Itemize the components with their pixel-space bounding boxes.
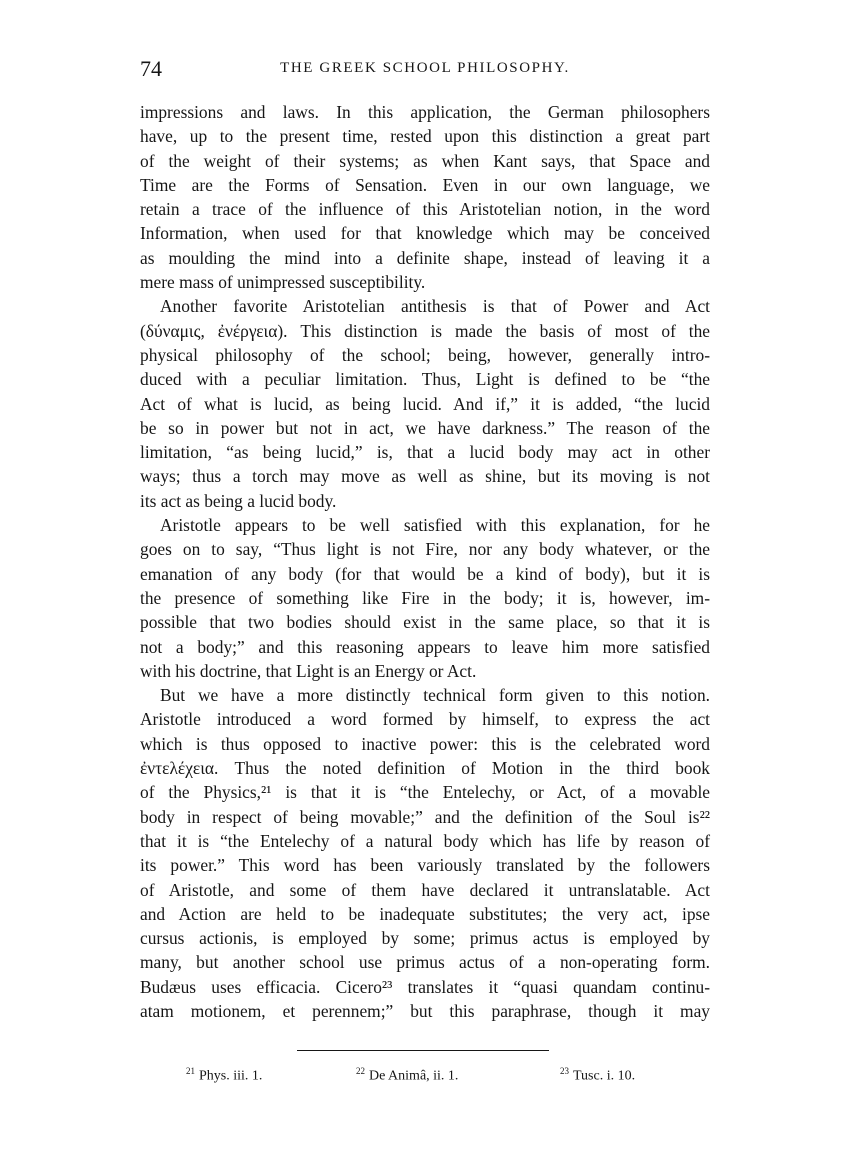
body-line: emanation of any body (for that would be a kind of body), but it is	[140, 563, 710, 584]
footnote-22	[356, 1066, 458, 1085]
body-line: Budæus uses efficacia. Cicero²³ translates it “quasi quandam continu-	[140, 976, 710, 997]
footnote-21	[186, 1066, 262, 1085]
body-line: which is thus opposed to inactive power: this is the celebrated word	[140, 733, 710, 754]
body-text	[140, 100, 710, 1023]
body-line: Aristotle introduced a word formed by himself, to express the act	[140, 709, 710, 730]
body-line: that it is “the Entelechy of a natural body which has life by reason of	[140, 830, 710, 851]
body-line: Information, when used for that knowledge which may be conceived	[140, 223, 710, 244]
body-line: Time are the Forms of Sensation. Even in our own language, we	[140, 174, 710, 195]
body-line: Act of what is lucid, as being lucid. And if,” it is added, “the lucid	[140, 393, 710, 414]
footnote-23	[560, 1066, 635, 1085]
footnote-marker: 23	[560, 1066, 569, 1076]
body-line: its act as being a lucid body.	[140, 490, 337, 511]
body-line: limitation, “as being lucid,” is, that a lucid body may act in other	[140, 442, 710, 463]
footnote-rule	[297, 1050, 549, 1051]
body-line: and Action are held to be inadequate substitutes; the very act, ipse	[140, 903, 710, 924]
footnote-text: Phys. iii. 1.	[199, 1068, 263, 1084]
footnote-marker: 21	[186, 1066, 195, 1076]
body-line: Another favorite Aristotelian antithesis is that of Power and Act	[160, 296, 710, 317]
body-line: (δύναμις, ἐνέργεια). This distinction is made the basis of most of the	[140, 320, 710, 341]
body-line: retain a trace of the influence of this Aristotelian notion, in the word	[140, 199, 710, 220]
body-line: have, up to the present time, rested upon this distinction a great part	[140, 126, 710, 147]
body-line: ἐντελέχεια. Thus the noted definition of Motion in the third book	[140, 758, 710, 779]
body-line: mere mass of unimpressed susceptibility.	[140, 272, 426, 293]
body-line: impressions and laws. In this application, the German philosophers	[140, 102, 710, 122]
footnote-text: Tusc. i. 10.	[573, 1068, 636, 1084]
body-line: But we have a more distinctly technical form given to this notion.	[160, 685, 710, 706]
body-line: of Aristotle, and some of them have declared it untranslatable. Act	[140, 879, 710, 900]
body-line: of the weight of their systems; as when Kant says, that Space and	[140, 150, 710, 171]
body-line: be so in power but not in act, we have darkness.” The reason of the	[140, 417, 710, 438]
body-line: the presence of something like Fire in the body; it is, however, im-	[140, 587, 710, 608]
body-line: many, but another school use primus actus of a non-operating form.	[140, 952, 710, 973]
body-line: physical philosophy of the school; being, however, generally intro-	[140, 344, 710, 365]
body-line: atam motionem, et perennem;” but this paraphrase, though it may	[140, 1000, 710, 1021]
body-line: goes on to say, “Thus light is not Fire, nor any body whatever, or the	[140, 539, 710, 560]
footnote-text: De Animâ, ii. 1.	[369, 1068, 459, 1084]
footnote-marker: 22	[356, 1066, 365, 1076]
body-line: duced with a peculiar limitation. Thus, Light is defined to be “the	[140, 369, 710, 390]
body-line: with his doctrine, that Light is an Energy or Act.	[140, 660, 477, 681]
running-title: THE GREEK SCHOOL PHILOSOPHY.	[280, 60, 570, 76]
body-line: as moulding the mind into a definite shape, instead of leaving it a	[140, 247, 710, 268]
body-line: body in respect of being movable;” and the definition of the Soul is²²	[140, 806, 710, 827]
body-line: of the Physics,²¹ is that it is “the Entelechy, or Act, of a movable	[140, 782, 710, 803]
body-line: possible that two bodies should exist in the same place, so that it is	[140, 612, 710, 633]
body-line: cursus actionis, is employed by some; primus actus is employed by	[140, 928, 710, 949]
page-header	[140, 56, 710, 88]
page-number: 74	[140, 56, 162, 81]
body-line: ways; thus a torch may move as well as shine, but its moving is not	[140, 466, 710, 487]
body-line: its power.” This word has been variously translated by the followers	[140, 855, 710, 876]
body-line: not a body;” and this reasoning appears to leave him more satisfied	[140, 636, 710, 657]
body-line: Aristotle appears to be well satisfied with this explanation, for he	[160, 515, 710, 536]
